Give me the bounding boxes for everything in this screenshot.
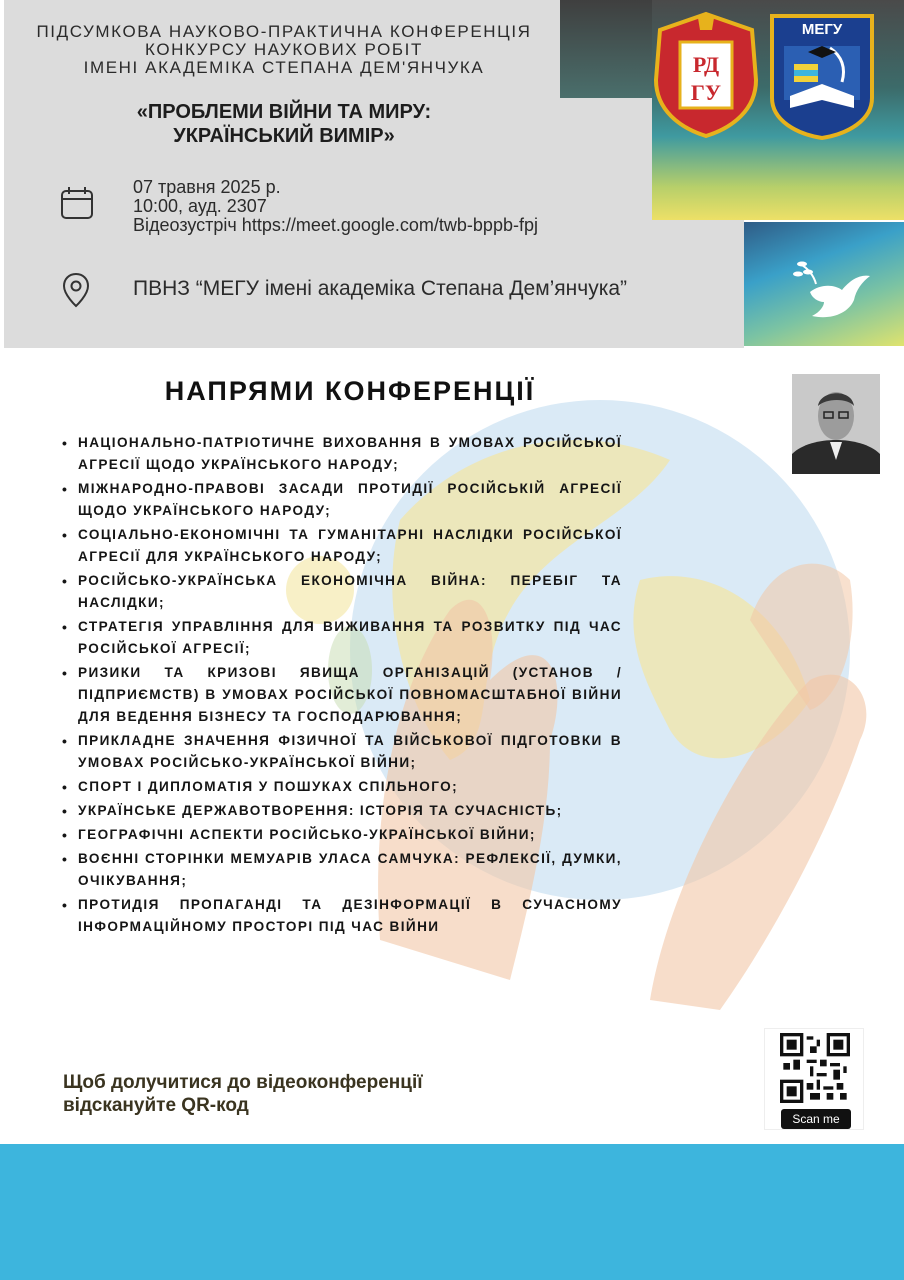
portrait-image: [792, 374, 880, 474]
topic-item: • УКРАЇНСЬКЕ ДЕРЖАВОТВОРЕННЯ: ІСТОРІЯ ТА СУЧАСНІСТЬ;: [62, 800, 622, 822]
topic-item: • РИЗИКИ ТА КРИЗОВІ ЯВИЩА ОРГАНІЗАЦІЙ (УСТАНОВ / ПІДПРИЄМСТВ) В УМОВАХ РОСІЙСЬКОЇ ПОВНОМАСШТАБНОЇ ВІЙНИ ДЛЯ ВЕДЕННЯ БІЗНЕСУ ТА ГОСПОДАРЮВАННЯ;: [62, 662, 622, 728]
qr-instruction-line-1: Щоб долучитися до відеоконференції: [63, 1072, 423, 1093]
academician-portrait-photo: [792, 374, 880, 474]
header-line-2: КОНКУРСУ НАУКОВИХ РОБІТ: [145, 40, 423, 59]
header-line-3: ІМЕНІ АКАДЕМІКА СТЕПАНА ДЕМ'ЯНЧУКА: [83, 58, 485, 77]
megu-emblem-logo: [768, 12, 876, 140]
qr-instruction: [63, 1071, 575, 1117]
logo1-letters-bottom: ГУ: [690, 80, 722, 105]
qr-instruction-line-2: відскануйте QR-код: [63, 1095, 249, 1116]
topic-item: • СПОРТ І ДИПЛОМАТІЯ У ПОШУКАХ СПІЛЬНОГО;: [62, 776, 622, 798]
scan-me-label: Scan me: [781, 1109, 851, 1129]
event-place: ПВНЗ “МЕГУ імені академіка Степана Дем’янчука”: [133, 277, 628, 300]
logo2-title: МЕГУ: [801, 21, 843, 38]
event-time-room: 10:00, ауд. 2307: [133, 196, 267, 216]
qr-code[interactable]: [764, 1028, 864, 1130]
topic-item: • СТРАТЕГІЯ УПРАВЛІННЯ ДЛЯ ВИЖИВАННЯ ТА РОЗВИТКУ ПІД ЧАС РОСІЙСЬКОЇ АГРЕСІЇ;: [62, 616, 622, 660]
topics-list: [62, 432, 622, 940]
bottom-color-band: [0, 1144, 904, 1280]
section-title: НАПРЯМИ КОНФЕРЕНЦІЇ: [164, 376, 536, 406]
header-line-1: ПІДСУМКОВА НАУКОВО-ПРАКТИЧНА КОНФЕРЕНЦІЯ: [36, 22, 532, 41]
conference-title-line-1: «ПРОБЛЕМИ ВІЙНИ ТА МИРУ:: [136, 101, 432, 123]
event-date: 07 травня 2025 р.: [133, 177, 281, 197]
topic-item: • ПРОТИДІЯ ПРОПАГАНДІ ТА ДЕЗІНФОРМАЦІЇ В СУЧАСНОМУ ІНФОРМАЦІЙНОМУ ПРОСТОРІ ПІД ЧАС ВІЙНИ: [62, 894, 622, 938]
topic-item: • СОЦІАЛЬНО-ЕКОНОМІЧНІ ТА ГУМАНІТАРНІ НАСЛІДКИ РОСІЙСЬКОЇ АГРЕСІЇ ДЛЯ УКРАЇНСЬКОГО НАРОДУ;: [62, 524, 622, 568]
topic-item: • ВОЄННІ СТОРІНКИ МЕМУАРІВ УЛАСА САМЧУКА: РЕФЛЕКСІЇ, ДУМКИ, ОЧІКУВАННЯ;: [62, 848, 622, 892]
topic-item: • ГЕОГРАФІЧНІ АСПЕКТИ РОСІЙСЬКО-УКРАЇНСЬКОЇ ВІЙНИ;: [62, 824, 622, 846]
header: [0, 0, 904, 350]
university-coat-of-arms-logo: [652, 10, 760, 138]
event-video-link[interactable]: Відеозустріч https://meet.google.com/twb-bppb-fpj: [133, 215, 538, 235]
topic-item: • НАЦІОНАЛЬНО-ПАТРІОТИЧНЕ ВИХОВАННЯ В УМОВАХ РОСІЙСЬКОЇ АГРЕСІЇ ЩОДО УКРАЇНСЬКОГО НАРОДУ;: [62, 432, 622, 476]
conference-title-line-2: УКРАЇНСЬКИЙ ВИМІР»: [173, 125, 395, 147]
topic-item: • ПРИКЛАДНЕ ЗНАЧЕННЯ ФІЗИЧНОЇ ТА ВІЙСЬКОВОЇ ПІДГОТОВКИ В УМОВАХ РОСІЙСЬКО-УКРАЇНСЬКОЇ ВІЙНИ;: [62, 730, 622, 774]
logo1-letters-top: РД: [692, 52, 720, 77]
topic-item: • РОСІЙСЬКО-УКРАЇНСЬКА ЕКОНОМІЧНА ВІЙНА: ПЕРЕБІГ ТА НАСЛІДКИ;: [62, 570, 622, 614]
topic-item: • МІЖНАРОДНО-ПРАВОВІ ЗАСАДИ ПРОТИДІЇ РОСІЙСЬКІЙ АГРЕСІЇ ЩОДО УКРАЇНСЬКОГО НАРОДУ;: [62, 478, 622, 522]
location-pin-icon: [62, 272, 90, 308]
header-dark-strip: [560, 0, 654, 98]
calendar-icon: [60, 186, 94, 220]
peace-dove-icon: [790, 254, 874, 324]
qr-code-image[interactable]: [780, 1033, 850, 1103]
